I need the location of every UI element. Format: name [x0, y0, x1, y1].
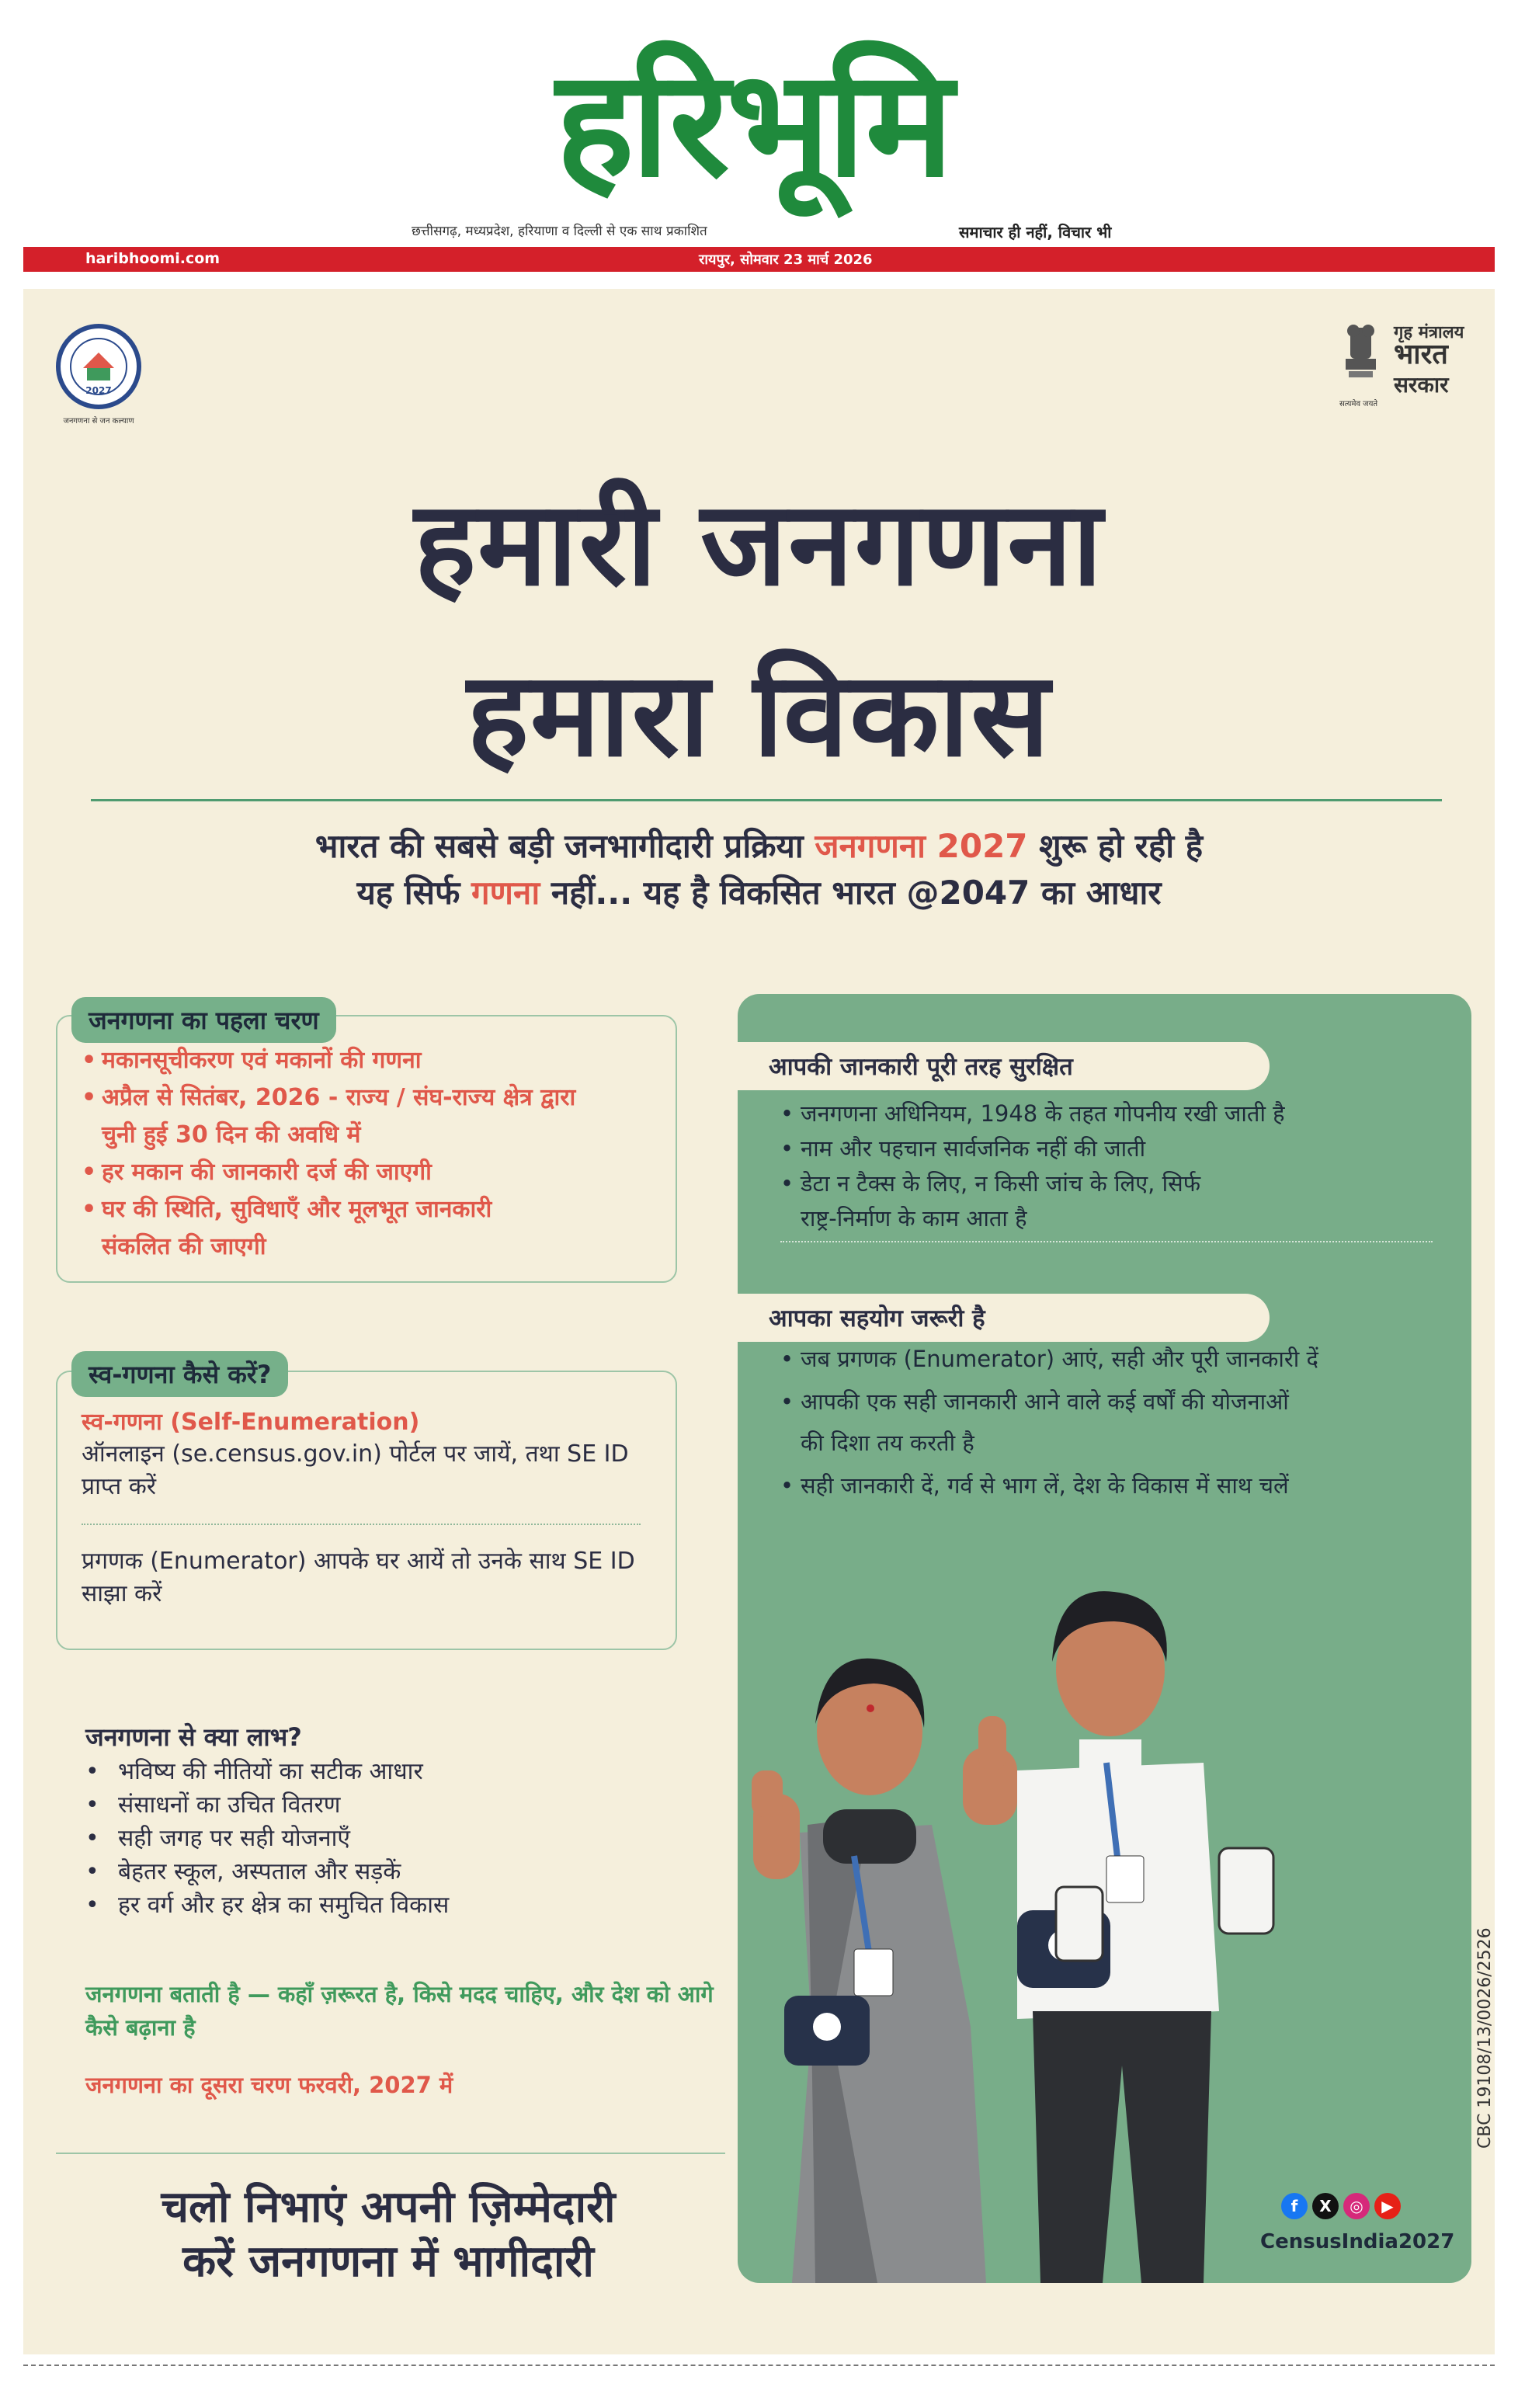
list-item: • जनगणना अधिनियम, 1948 के तहत गोपनीय रखी जाती है	[780, 1096, 1448, 1131]
ministry-logo	[1339, 320, 1495, 413]
list-item: • घर की स्थिति, सुविधाएँ और मूलभूत जानकारी	[82, 1191, 672, 1228]
social-icons	[1281, 2193, 1405, 2219]
self-enumeration-subtitle: स्व-गणना (Self-Enumeration)	[82, 1409, 420, 1436]
divider	[91, 799, 1442, 801]
cbc-code: CBC 19108/13/0026/2526	[1475, 1927, 1495, 2149]
ministry-name: गृह मंत्रालय	[1394, 323, 1464, 342]
phase1-list	[82, 1042, 672, 1266]
list-item: • डेटा न टैक्स के लिए, न किसी जांच के लिए, सिर्फ	[780, 1166, 1448, 1201]
intro-highlight: गणना	[471, 874, 540, 912]
list-item: • मकानसूचीकरण एवं मकानों की गणना	[82, 1042, 672, 1079]
youtube-icon[interactable]: ▶	[1374, 2193, 1401, 2219]
census-logo-year: 2027	[85, 385, 112, 396]
facebook-icon[interactable]: f	[1281, 2193, 1308, 2219]
dateline: रायपुर, सोमवार 23 मार्च 2026	[699, 252, 873, 268]
masthead-tagline: समाचार ही नहीं, विचार भी	[959, 223, 1112, 241]
list-item: • भविष्य की नीतियों का सटीक आधार	[85, 1755, 676, 1788]
instagram-icon[interactable]: ◎	[1343, 2193, 1370, 2219]
masthead-bar	[23, 247, 1495, 272]
self-enumeration-online-text: ऑनलाइन (se.census.gov.in) पोर्टल पर जायें, तथा SE ID प्राप्त करें	[82, 1440, 629, 1500]
cooperation-list	[780, 1342, 1448, 1503]
census-advertisement	[23, 289, 1495, 2354]
list-item: • हर मकान की जानकारी दर्ज की जाएगी	[82, 1154, 672, 1191]
male-enumerator-illustration	[947, 1506, 1304, 2283]
call-to-action-line2: करें जनगणना में भागीदारी	[182, 2236, 594, 2287]
call-to-action-line1: चलो निभाएं अपनी ज़िम्मेदारी	[161, 2182, 616, 2233]
emblem-motto: सत्यमेव जयते	[1339, 400, 1378, 408]
phase2-note: जनगणना का दूसरा चरण फरवरी, 2027 में	[85, 2072, 453, 2098]
govt-name-line1: भारत	[1394, 339, 1448, 370]
social-handle: CensusIndia2027	[1260, 2230, 1455, 2253]
list-item: • बेहतर स्कूल, अस्पताल और सड़कें	[85, 1855, 676, 1889]
census-logo	[48, 320, 149, 436]
list-item: राष्ट्र-निर्माण के काम आता है	[801, 1205, 1027, 1232]
divider	[56, 2153, 725, 2154]
self-enumeration-title: स्व-गणना कैसे करें?	[71, 1351, 288, 1397]
info-panel	[738, 994, 1471, 2283]
intro-line1: भारत की सबसे बड़ी जनभागीदारी प्रक्रिया जनगणना 2027 शुरू हो रही है	[314, 827, 1204, 865]
dotted-divider	[82, 1524, 641, 1525]
list-item: • सही जगह पर सही योजनाएँ	[85, 1822, 676, 1855]
list-item: संकलित की जाएगी	[102, 1233, 266, 1260]
benefits-title: जनगणना से क्या लाभ?	[85, 1722, 302, 1752]
list-item: • नाम और पहचान सार्वजनिक नहीं की जाती	[780, 1131, 1448, 1166]
self-enumeration-enumerator-text: प्रगणक (Enumerator) आपके घर आयें तो उनके साथ SE ID साझा करें	[82, 1548, 635, 1607]
list-item: की दिशा तय करती है	[801, 1430, 974, 1456]
page-cut-line	[23, 2365, 1495, 2366]
security-list	[780, 1096, 1448, 1236]
census-purpose-note: जनगणना बताती है — कहाँ ज़रूरत है, किसे मदद चाहिए, और देश को आगे कैसे बढ़ाना है	[85, 1981, 714, 2041]
headline-line1: हमारी जनगणना	[414, 477, 1104, 612]
ashoka-emblem-icon	[1339, 320, 1382, 390]
dotted-divider	[780, 1241, 1433, 1242]
list-item: • सही जानकारी दें, गर्व से भाग लें, देश के विकास में साथ चलें	[780, 1468, 1448, 1503]
census-logo-motto: जनगणना से जन कल्याण	[63, 417, 134, 426]
benefits-list	[85, 1755, 676, 1922]
masthead-subtitle: छत्तीसगढ़, मध्यप्रदेश, हरियाणा व दिल्ली से एक साथ प्रकाशित	[412, 224, 707, 239]
list-item: चुनी हुई 30 दिन की अवधि में	[102, 1121, 361, 1148]
x-icon[interactable]: X	[1312, 2193, 1339, 2219]
intro-highlight: जनगणना 2027	[815, 827, 1028, 865]
cooperation-title: आपका सहयोग जरूरी है	[738, 1294, 1270, 1342]
security-title: आपकी जानकारी पूरी तरह सुरक्षित	[738, 1042, 1270, 1090]
list-item: • आपकी एक सही जानकारी आने वाले कई वर्षों की योजनाओं	[780, 1385, 1448, 1419]
list-item: • संसाधनों का उचित वितरण	[85, 1788, 676, 1822]
govt-name-line2: सरकार	[1394, 372, 1449, 398]
list-item: • हर वर्ग और हर क्षेत्र का समुचित विकास	[85, 1889, 676, 1922]
list-item: • अप्रैल से सितंबर, 2026 - राज्य / संघ-राज्य क्षेत्र द्वारा	[82, 1079, 672, 1117]
newspaper-logo: हरिभूमि	[555, 38, 951, 210]
website-link[interactable]: haribhoomi.com	[85, 250, 221, 267]
list-item: • जब प्रगणक (Enumerator) आएं, सही और पूरी जानकारी दें	[780, 1342, 1448, 1377]
intro-line2: यह सिर्फ गणना नहीं... यह है विकसित भारत @2047 का आधार	[356, 874, 1162, 912]
headline-line2: हमारा विकास	[467, 648, 1051, 783]
phase1-title: जनगणना का पहला चरण	[71, 997, 336, 1043]
